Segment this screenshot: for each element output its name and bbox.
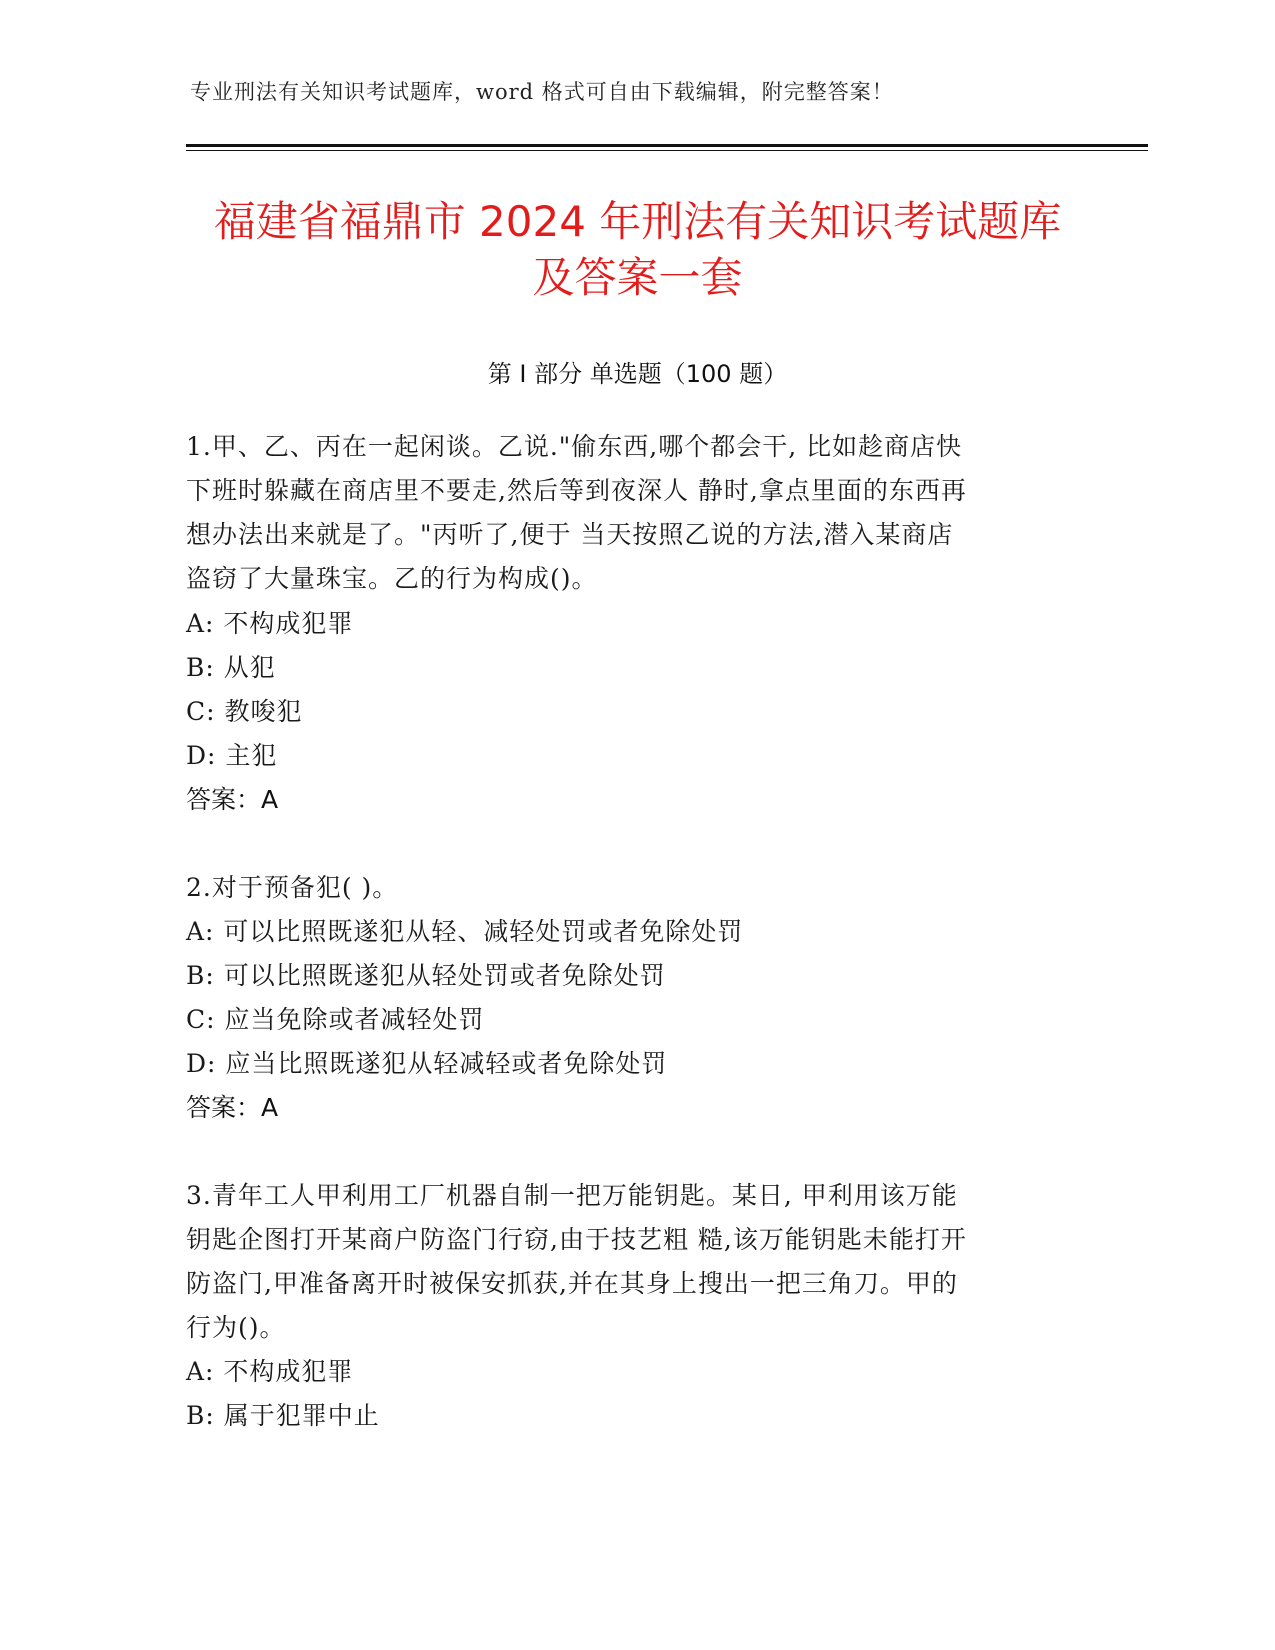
question-2-option-a: A: 可以比照既遂犯从轻、减轻处罚或者免除处罚: [186, 917, 744, 946]
question-1-option-b: B: 从犯: [186, 653, 276, 682]
question-1-answer: 答案：A: [186, 785, 279, 814]
question-2-option-d: D: 应当比照既遂犯从轻减轻或者免除处罚: [186, 1049, 668, 1078]
question-1-option-a: A: 不构成犯罪: [186, 609, 354, 638]
title-line-2: 及答案一套: [532, 253, 743, 302]
question-3-stem-line-1: 3.青年工人甲利用工厂机器自制一把万能钥匙。某日, 甲利用该万能: [186, 1181, 958, 1210]
question-3-option-a: A: 不构成犯罪: [186, 1357, 354, 1386]
question-1-option-c: C: 教唆犯: [186, 697, 303, 726]
question-3-option-b: B: 属于犯罪中止: [186, 1401, 380, 1430]
header-rule-thin: [186, 150, 1148, 151]
question-1-stem-line-2: 下班时躲藏在商店里不要走,然后等到夜深人 静时,拿点里面的东西再: [186, 476, 967, 505]
title-line-1: 福建省福鼎市 2024 年刑法有关知识考试题库: [213, 197, 1062, 246]
question-1-option-d: D: 主犯: [186, 741, 278, 770]
header-note: 专业刑法有关知识考试题库，word 格式可自由下载编辑，附完整答案！: [190, 80, 894, 104]
document-title: [150, 194, 1125, 306]
question-1-stem-line-1: 1.甲、乙、丙在一起闲谈。乙说."偷东西,哪个都会干, 比如趁商店快: [186, 432, 963, 461]
question-1-stem-line-4: 盗窃了大量珠宝。乙的行为构成()。: [186, 564, 598, 593]
question-3-stem-line-2: 钥匙企图打开某商户防盗门行窃,由于技艺粗 糙,该万能钥匙未能打开: [186, 1225, 967, 1254]
question-3-stem-line-4: 行为()。: [186, 1313, 286, 1342]
question-2-stem-line-1: 2.对于预备犯( )。: [186, 873, 399, 902]
question-2-option-c: C: 应当免除或者减轻处罚: [186, 1005, 485, 1034]
section-heading: 第 I 部分 单选题（100 题）: [487, 360, 788, 388]
question-3-stem-line-3: 防盗门,甲准备离开时被保安抓获,并在其身上搜出一把三角刀。甲的: [186, 1269, 958, 1298]
header-rule-thick: [186, 144, 1148, 147]
question-1-stem-line-3: 想办法出来就是了。"丙听了,便于 当天按照乙说的方法,潜入某商店: [186, 520, 954, 549]
question-2-option-b: B: 可以比照既遂犯从轻处罚或者免除处罚: [186, 961, 666, 990]
question-2-answer: 答案：A: [186, 1093, 279, 1122]
